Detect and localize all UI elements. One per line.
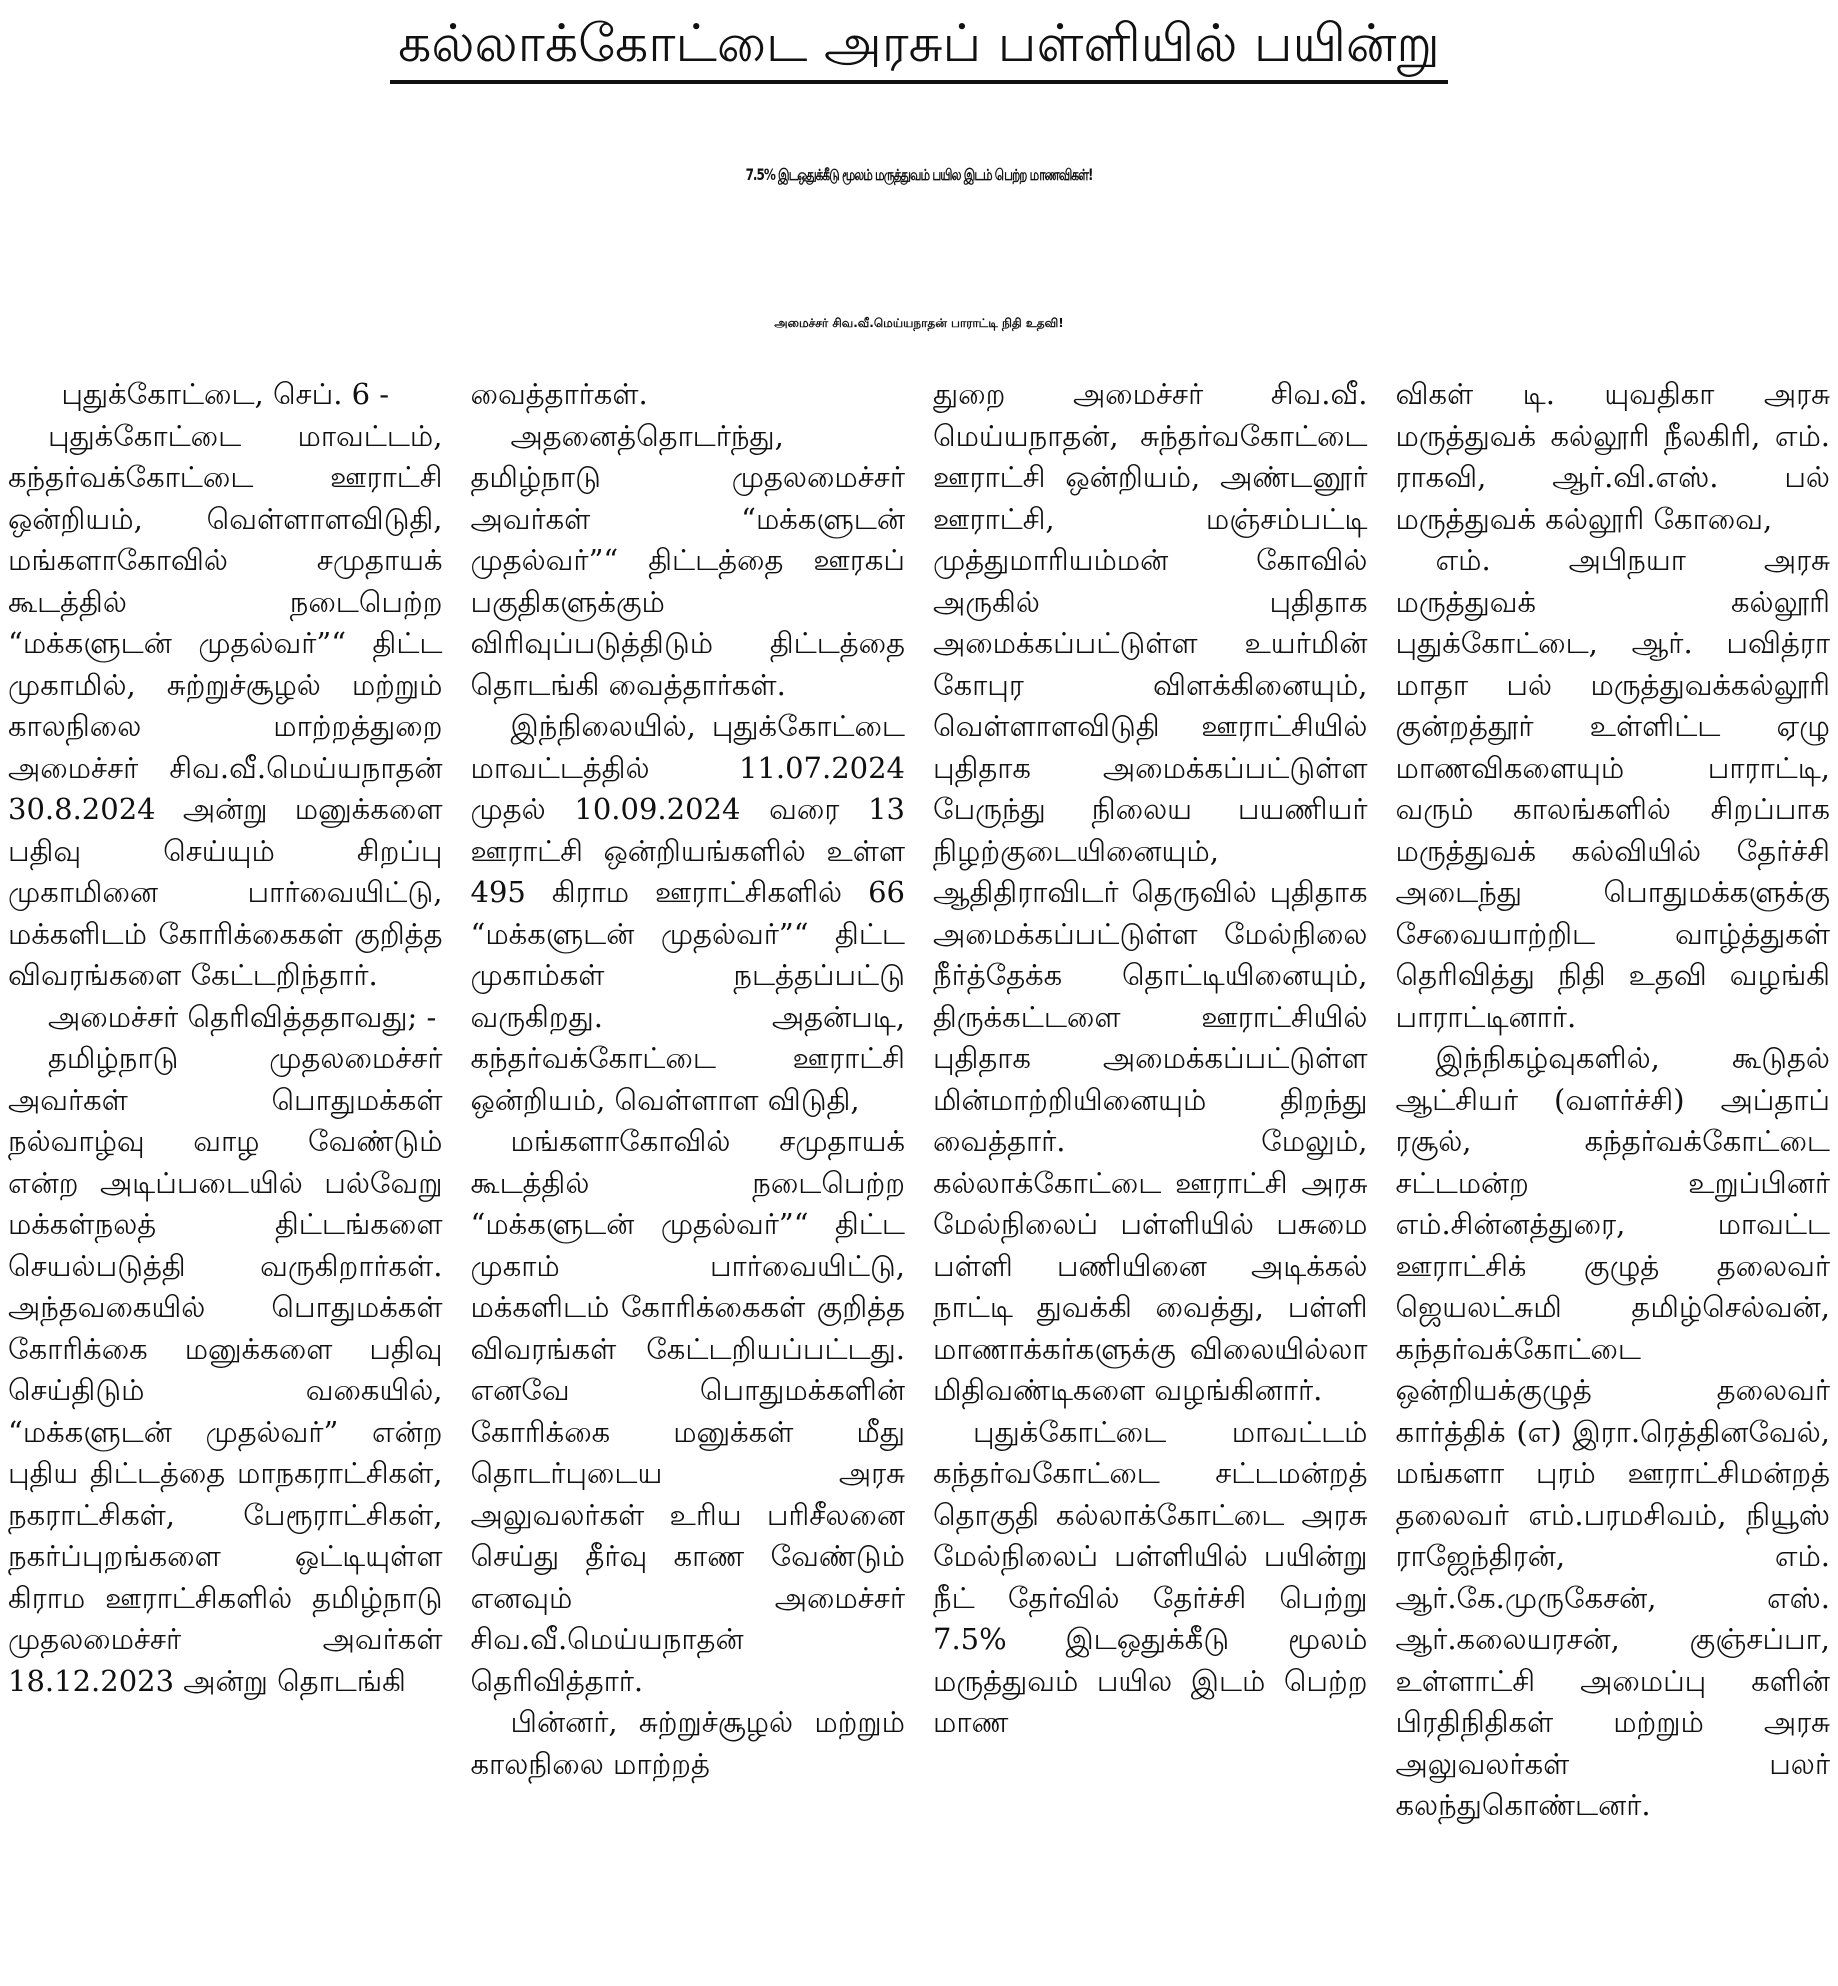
paragraph: மங்களாகோவில் சமுதாயக் கூடத்தில் நடைபெற்ற “மக்களுடன் முதல்வர்”“ திட்ட முகாம் பார்வையிட்டு, மக்களிடம் கோரிக்கைகள் குறித்த விவரங்கள் கேட்டறியப்பட்டது. எனவே பொதுமக்களின் கோரிக்கை மனுக்கள் மீது தொடர்புடைய அரசு அலுவலர்கள் உரிய பரிசீலனை செய்து தீர்வு காண வேண்டும் எனவும் அமைச்சர் சிவ.வீ.மெய்யநாதன் தெரிவித்தார். [470, 1124, 905, 1698]
paragraph: வைத்தார்கள். [470, 377, 648, 411]
paragraph: தமிழ்நாடு முதலமைச்சர் அவர்கள் பொதுமக்கள் நல்வாழ்வு வாழ வேண்டும் என்ற அடிப்படையில் பல்வேறு மக்கள்நலத் திட்டங்களை செயல்படுத்தி வருகிறார்கள். அந்தவகையில் பொதுமக்கள் கோரிக்கை மனுக்களை பதிவு செய்திடும் வகையில், “மக்களுடன் முதல்வர்” என்ற புதிய திட்டத்தை மாநகராட்சிகள், நகராட்சிகள், பேரூராட்சிகள், நகர்ப்புறங்களை ஒட்டியுள்ள கிராம ஊராட்சிகளில் தமிழ்நாடு முதலமைச்சர் அவர்கள் 18.12.2023 அன்று தொடங்கி [8, 1041, 443, 1698]
kicker-text: கல்லாக்கோட்டை அரசுப் பள்ளியில் பயின்று [390, 8, 1448, 84]
column-1 [8, 374, 443, 1978]
paragraph: புதுக்கோட்டை மாவட்டம் கந்தர்வகோட்டை சட்டமன்றத் தொகுதி கல்லாக்கோட்டை அரசு மேல்நிலைப் பள்ளியில் பயின்று நீட் தேர்வில் தேர்ச்சி பெற்று 7.5% இடஒதுக்கீடு மூலம் மருத்துவம் பயில இடம் பெற்ற மாண [933, 1414, 1368, 1739]
paragraph: பின்னர், சுற்றுச்சூழல் மற்றும் காலநிலை மாற்றத் [470, 1705, 905, 1781]
column-4 [1396, 374, 1831, 1978]
paragraph: துறை அமைச்சர் சிவ.வீ. மெய்யநாதன், சுந்தர்வகோட்டை ஊராட்சி ஒன்றியம், அண்டனூர் ஊராட்சி, மஞ்சம்பட்டி முத்துமாரியம்மன் கோவில் அருகில் புதிதாக அமைக்கப்பட்டுள்ள உயர்மின் கோபுர விளக்கினையும், வெள்ளாளவிடுதி ஊராட்சியில் புதிதாக அமைக்கப்பட்டுள்ள பேருந்து நிலைய பயணியர் நிழற்குடையினையும், ஆதிதிராவிடர் தெருவில் புதிதாக அமைக்கப்பட்டுள்ள மேல்நிலை நீர்த்தேக்க தொட்டியினையும், திருக்கட்டளை ஊராட்சியில் புதிதாக அமைக்கப்பட்டுள்ள மின்மாற்றியினையும் திறந்து வைத்தார். மேலும், கல்லாக்கோட்டை ஊராட்சி அரசு மேல்நிலைப் பள்ளியில் பசுமை பள்ளி பணியினை அடிக்கல் நாட்டி துவக்கி வைத்து, பள்ளி மாணாக்கர்களுக்கு விலையில்லா மிதிவண்டிகளை வழங்கினார். [933, 377, 1368, 1407]
kicker-banner [0, 8, 1838, 88]
paragraph: புதுக்கோட்டை மாவட்டம், கந்தர்வக்கோட்டை ஊராட்சி ஒன்றியம், வெள்ளாளவிடுதி, மங்களாகோவில் சமுதாயக் கூடத்தில் நடைபெற்ற “மக்களுடன் முதல்வர்”“ திட்ட முகாமில், சுற்றுச்சூழல் மற்றும் காலநிலை மாற்றத்துறை அமைச்சர் சிவ.வீ.மெய்யநாதன் 30.8.2024 அன்று மனுக்களை பதிவு செய்யும் சிறப்பு முகாமினை பார்வையிட்டு, மக்களிடம் கோரிக்கைகள் குறித்த விவரங்களை கேட்டறிந்தார். [8, 418, 443, 992]
paragraph: அமைச்சர் தெரிவித்ததாவது; - [48, 999, 437, 1034]
column-3 [933, 374, 1368, 1978]
paragraph: எம். அபிநயா அரசு மருத்துவக் கல்லூரி புதுக்கோட்டை, ஆர். பவித்ரா மாதா பல் மருத்துவக்கல்லூரி குன்றத்தூர் உள்ளிட்ட ஏழு மாணவிகளையும் பாராட்டி, வரும் காலங்களில் சிறப்பாக மருத்துவக் கல்வியில் தேர்ச்சி அடைந்து பொதுமக்களுக்கு சேவையாற்றிட வாழ்த்துகள் தெரிவித்து நிதி உதவி வழங்கி பாராட்டினார். [1395, 543, 1830, 1034]
column-2 [471, 374, 906, 1978]
dateline: புதுக்கோட்டை, செப். 6 - [61, 377, 390, 411]
subheadline: அமைச்சர் சிவ.வீ.மெய்யநாதன் பாராட்டி நிதி உதவி! [774, 316, 1064, 330]
paragraph: அதனைத்தொடர்ந்து, தமிழ்நாடு முதலமைச்சர் அவர்கள் “மக்களுடன் முதல்வர்”“ திட்டத்தை ஊரகப் பகுதிகளுக்கும் விரிவுப்படுத்திடும் திட்டத்தை தொடங்கி வைத்தார்கள். [470, 418, 905, 702]
headline: 7.5% இடஒதுக்கீடு மூலம் மருத்துவம் பயில இடம் பெற்ற மாணவிகள்! [745, 165, 1093, 185]
paragraph: இந்நிலையில், புதுக்கோட்டை மாவட்டத்தில் 11.07.2024 முதல் 10.09.2024 வரை 13 ஊராட்சி ஒன்றியங்களில் உள்ள 495 கிராம ஊராட்சிகளில் 66 “மக்களுடன் முதல்வர்”“ திட்ட முகாம்கள் நடத்தப்பட்டு வருகிறது. அதன்படி, கந்தர்வக்கோட்டை ஊராட்சி ஒன்றியம், வெள்ளாள விடுதி, [470, 709, 905, 1117]
article-body [8, 374, 1830, 1978]
paragraph: விகள் டி. யுவதிகா அரசு மருத்துவக் கல்லூரி நீலகிரி, எம். ராகவி, ஆர்.வி.எஸ். பல் மருத்துவக் கல்லூரி கோவை, [1395, 377, 1830, 536]
paragraph: இந்நிகழ்வுகளில், கூடுதல் ஆட்சியர் (வளர்ச்சி) அப்தாப் ரசூல், கந்தர்வக்கோட்டை சட்டமன்ற உறுப்பினர் எம்.சின்னத்துரை, மாவட்ட ஊராட்சிக் குழுத் தலைவர் ஜெயலட்சுமி தமிழ்செல்வன், கந்தர்வக்கோட்டை ஒன்றியக்குழுத் தலைவர் கார்த்திக் (எ) இரா.ரெத்தினவேல், மங்களா புரம் ஊராட்சிமன்றத் தலைவர் எம்.பரமசிவம், நியூஸ் ராஜேந்திரன், எம். ஆர்.கே.முருகேசன், எஸ். ஆர்.கலையரசன், குஞ்சப்பா, உள்ளாட்சி அமைப்பு களின் பிரதிநிதிகள் மற்றும் அரசு அலுவலர்கள் பலர் கலந்துகொண்டனர். [1395, 1041, 1830, 1822]
